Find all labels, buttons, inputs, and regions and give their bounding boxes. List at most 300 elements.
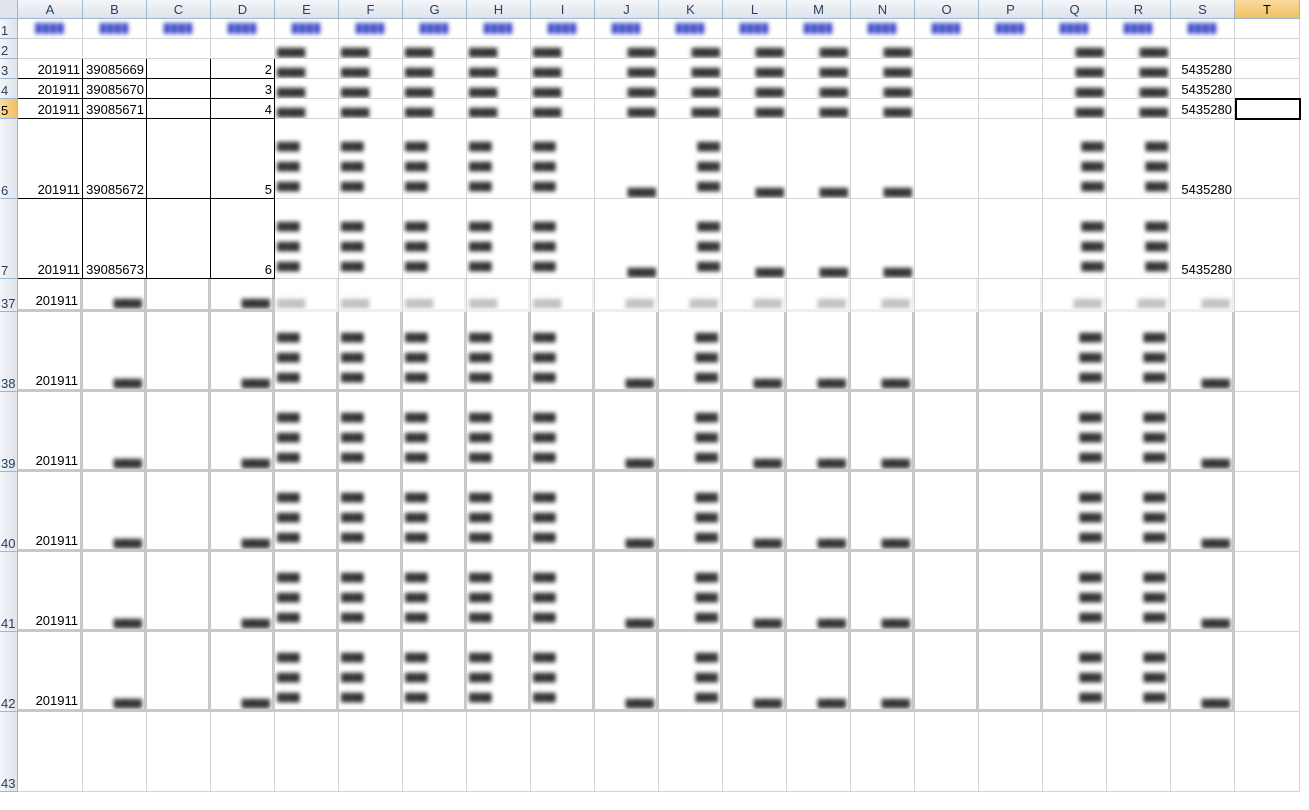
column-header-p[interactable]: P bbox=[979, 0, 1043, 19]
cell-B39[interactable] bbox=[83, 392, 147, 472]
row-header-1[interactable]: 1 bbox=[0, 19, 18, 39]
cell-F40[interactable] bbox=[339, 472, 403, 552]
cell-M1[interactable] bbox=[787, 19, 851, 39]
cell-E39[interactable] bbox=[275, 392, 339, 472]
cell-M43[interactable] bbox=[787, 712, 851, 792]
cell-B37[interactable] bbox=[83, 279, 147, 312]
cell-G41[interactable] bbox=[403, 552, 467, 632]
cell-G38[interactable] bbox=[403, 312, 467, 392]
cell-S2[interactable] bbox=[1171, 39, 1235, 59]
cell-F4[interactable] bbox=[339, 79, 403, 99]
cell-D40[interactable] bbox=[211, 472, 275, 552]
cell-B1[interactable] bbox=[83, 19, 147, 39]
cell-C6[interactable] bbox=[147, 119, 211, 199]
cell-K43[interactable] bbox=[659, 712, 723, 792]
column-header-m[interactable]: M bbox=[787, 0, 851, 19]
cell-O4[interactable] bbox=[915, 79, 979, 99]
cell-N4[interactable] bbox=[851, 79, 915, 99]
cell-D38[interactable] bbox=[211, 312, 275, 392]
cell-K7[interactable] bbox=[659, 199, 723, 279]
cell-T38[interactable] bbox=[1235, 312, 1300, 392]
row-header-2[interactable]: 2 bbox=[0, 39, 18, 59]
cell-N41[interactable] bbox=[851, 552, 915, 632]
cell-R42[interactable] bbox=[1107, 632, 1171, 712]
cell-P3[interactable] bbox=[979, 59, 1043, 79]
cell-B6[interactable]: 39085672 bbox=[83, 119, 147, 199]
column-header-r[interactable]: R bbox=[1107, 0, 1171, 19]
column-header-o[interactable]: O bbox=[915, 0, 979, 19]
cell-P5[interactable] bbox=[979, 99, 1043, 119]
cell-O43[interactable] bbox=[915, 712, 979, 792]
cell-K5[interactable] bbox=[659, 99, 723, 119]
cell-F1[interactable] bbox=[339, 19, 403, 39]
cell-P39[interactable] bbox=[979, 392, 1043, 472]
cell-G2[interactable] bbox=[403, 39, 467, 59]
cell-M38[interactable] bbox=[787, 312, 851, 392]
row-header-3[interactable]: 3 bbox=[0, 59, 18, 79]
cell-N42[interactable] bbox=[851, 632, 915, 712]
cell-S40[interactable] bbox=[1171, 472, 1235, 552]
row-header-40[interactable]: 40 bbox=[0, 472, 18, 552]
cell-B41[interactable] bbox=[83, 552, 147, 632]
cell-B3[interactable]: 39085669 bbox=[83, 59, 147, 79]
cell-D3[interactable]: 2 bbox=[211, 59, 275, 79]
cell-D4[interactable]: 3 bbox=[211, 79, 275, 99]
cell-P42[interactable] bbox=[979, 632, 1043, 712]
cell-D42[interactable] bbox=[211, 632, 275, 712]
cell-S3[interactable]: 5435280 bbox=[1171, 59, 1235, 79]
cell-P43[interactable] bbox=[979, 712, 1043, 792]
cell-M5[interactable] bbox=[787, 99, 851, 119]
cell-A3[interactable]: 201911 bbox=[18, 59, 83, 79]
cell-J41[interactable] bbox=[595, 552, 659, 632]
cell-I5[interactable] bbox=[531, 99, 595, 119]
cell-Q41[interactable] bbox=[1043, 552, 1107, 632]
cell-R43[interactable] bbox=[1107, 712, 1171, 792]
cell-L39[interactable] bbox=[723, 392, 787, 472]
cell-K40[interactable] bbox=[659, 472, 723, 552]
cell-H38[interactable] bbox=[467, 312, 531, 392]
cell-B42[interactable] bbox=[83, 632, 147, 712]
cell-F2[interactable] bbox=[339, 39, 403, 59]
cell-H3[interactable] bbox=[467, 59, 531, 79]
cell-N1[interactable] bbox=[851, 19, 915, 39]
cell-M40[interactable] bbox=[787, 472, 851, 552]
cell-B43[interactable] bbox=[83, 712, 147, 792]
cell-C3[interactable] bbox=[147, 59, 211, 79]
cell-E5[interactable] bbox=[275, 99, 339, 119]
cell-H2[interactable] bbox=[467, 39, 531, 59]
cell-F42[interactable] bbox=[339, 632, 403, 712]
cell-F7[interactable] bbox=[339, 199, 403, 279]
cell-D5[interactable]: 4 bbox=[211, 99, 275, 119]
cell-K3[interactable] bbox=[659, 59, 723, 79]
cell-O42[interactable] bbox=[915, 632, 979, 712]
column-header-e[interactable]: E bbox=[275, 0, 339, 19]
column-header-j[interactable]: J bbox=[595, 0, 659, 19]
cell-Q39[interactable] bbox=[1043, 392, 1107, 472]
cell-E38[interactable] bbox=[275, 312, 339, 392]
cell-K41[interactable] bbox=[659, 552, 723, 632]
cell-S38[interactable] bbox=[1171, 312, 1235, 392]
cell-J7[interactable] bbox=[595, 199, 659, 279]
cell-L4[interactable] bbox=[723, 79, 787, 99]
cell-B4[interactable]: 39085670 bbox=[83, 79, 147, 99]
row-header-38[interactable]: 38 bbox=[0, 312, 18, 392]
cell-R2[interactable] bbox=[1107, 39, 1171, 59]
cell-A38[interactable]: 201911 bbox=[18, 312, 83, 392]
cell-E43[interactable] bbox=[275, 712, 339, 792]
cell-J4[interactable] bbox=[595, 79, 659, 99]
column-header-l[interactable]: L bbox=[723, 0, 787, 19]
cell-I1[interactable] bbox=[531, 19, 595, 39]
cell-E42[interactable] bbox=[275, 632, 339, 712]
cell-J42[interactable] bbox=[595, 632, 659, 712]
cell-S4[interactable]: 5435280 bbox=[1171, 79, 1235, 99]
cell-Q3[interactable] bbox=[1043, 59, 1107, 79]
cell-Q5[interactable] bbox=[1043, 99, 1107, 119]
cell-J5[interactable] bbox=[595, 99, 659, 119]
cell-N3[interactable] bbox=[851, 59, 915, 79]
cell-I42[interactable] bbox=[531, 632, 595, 712]
row-header-43[interactable]: 43 bbox=[0, 712, 18, 792]
cell-K38[interactable] bbox=[659, 312, 723, 392]
cell-G42[interactable] bbox=[403, 632, 467, 712]
cell-O5[interactable] bbox=[915, 99, 979, 119]
cell-O6[interactable] bbox=[915, 119, 979, 199]
row-header-39[interactable]: 39 bbox=[0, 392, 18, 472]
cell-R3[interactable] bbox=[1107, 59, 1171, 79]
cell-K39[interactable] bbox=[659, 392, 723, 472]
cell-P6[interactable] bbox=[979, 119, 1043, 199]
cell-R38[interactable] bbox=[1107, 312, 1171, 392]
cell-S41[interactable] bbox=[1171, 552, 1235, 632]
column-header-b[interactable]: B bbox=[83, 0, 147, 19]
cell-E41[interactable] bbox=[275, 552, 339, 632]
cell-D1[interactable] bbox=[211, 19, 275, 39]
cell-Q38[interactable] bbox=[1043, 312, 1107, 392]
cell-F3[interactable] bbox=[339, 59, 403, 79]
cell-D43[interactable] bbox=[211, 712, 275, 792]
cell-E7[interactable] bbox=[275, 199, 339, 279]
row-header-41[interactable]: 41 bbox=[0, 552, 18, 632]
cell-R6[interactable] bbox=[1107, 119, 1171, 199]
cell-O41[interactable] bbox=[915, 552, 979, 632]
cell-P2[interactable] bbox=[979, 39, 1043, 59]
cell-S6[interactable]: 5435280 bbox=[1171, 119, 1235, 199]
cell-K1[interactable] bbox=[659, 19, 723, 39]
cell-B5[interactable]: 39085671 bbox=[83, 99, 147, 119]
row-header-6[interactable]: 6 bbox=[0, 119, 18, 199]
cell-L41[interactable] bbox=[723, 552, 787, 632]
column-header-d[interactable]: D bbox=[211, 0, 275, 19]
cell-B2[interactable] bbox=[83, 39, 147, 59]
cell-M7[interactable] bbox=[787, 199, 851, 279]
cell-E3[interactable] bbox=[275, 59, 339, 79]
cell-H40[interactable] bbox=[467, 472, 531, 552]
cell-R40[interactable] bbox=[1107, 472, 1171, 552]
cell-A5[interactable]: 201911 bbox=[18, 99, 83, 119]
cell-A39[interactable]: 201911 bbox=[18, 392, 83, 472]
cell-A1[interactable] bbox=[18, 19, 83, 39]
cell-J2[interactable] bbox=[595, 39, 659, 59]
cell-O7[interactable] bbox=[915, 199, 979, 279]
cell-C41[interactable] bbox=[147, 552, 211, 632]
cell-T7[interactable] bbox=[1235, 199, 1300, 279]
cell-B38[interactable] bbox=[83, 312, 147, 392]
cell-R39[interactable] bbox=[1107, 392, 1171, 472]
cell-N2[interactable] bbox=[851, 39, 915, 59]
cell-P40[interactable] bbox=[979, 472, 1043, 552]
cell-C1[interactable] bbox=[147, 19, 211, 39]
cell-I39[interactable] bbox=[531, 392, 595, 472]
column-header-f[interactable]: F bbox=[339, 0, 403, 19]
cell-T42[interactable] bbox=[1235, 632, 1300, 712]
cell-L38[interactable] bbox=[723, 312, 787, 392]
cell-P38[interactable] bbox=[979, 312, 1043, 392]
cell-M4[interactable] bbox=[787, 79, 851, 99]
cell-E40[interactable] bbox=[275, 472, 339, 552]
cell-C38[interactable] bbox=[147, 312, 211, 392]
cell-H4[interactable] bbox=[467, 79, 531, 99]
cell-A40[interactable]: 201911 bbox=[18, 472, 83, 552]
cell-H41[interactable] bbox=[467, 552, 531, 632]
cell-L7[interactable] bbox=[723, 199, 787, 279]
cell-C5[interactable] bbox=[147, 99, 211, 119]
cell-O2[interactable] bbox=[915, 39, 979, 59]
cell-H43[interactable] bbox=[467, 712, 531, 792]
cell-N38[interactable] bbox=[851, 312, 915, 392]
cell-I41[interactable] bbox=[531, 552, 595, 632]
cell-Q42[interactable] bbox=[1043, 632, 1107, 712]
cell-L1[interactable] bbox=[723, 19, 787, 39]
cell-D39[interactable] bbox=[211, 392, 275, 472]
cell-O39[interactable] bbox=[915, 392, 979, 472]
cell-P1[interactable] bbox=[979, 19, 1043, 39]
cell-A41[interactable]: 201911 bbox=[18, 552, 83, 632]
cell-I3[interactable] bbox=[531, 59, 595, 79]
cell-Q1[interactable] bbox=[1043, 19, 1107, 39]
cell-O1[interactable] bbox=[915, 19, 979, 39]
cell-O3[interactable] bbox=[915, 59, 979, 79]
cell-C7[interactable] bbox=[147, 199, 211, 279]
cell-S39[interactable] bbox=[1171, 392, 1235, 472]
cell-S42[interactable] bbox=[1171, 632, 1235, 712]
cell-I2[interactable] bbox=[531, 39, 595, 59]
column-header-h[interactable]: H bbox=[467, 0, 531, 19]
cell-C2[interactable] bbox=[147, 39, 211, 59]
cell-L40[interactable] bbox=[723, 472, 787, 552]
cell-I38[interactable] bbox=[531, 312, 595, 392]
cell-C39[interactable] bbox=[147, 392, 211, 472]
column-header-g[interactable]: G bbox=[403, 0, 467, 19]
cell-T4[interactable] bbox=[1235, 79, 1300, 99]
cell-F43[interactable] bbox=[339, 712, 403, 792]
cell-J1[interactable] bbox=[595, 19, 659, 39]
cell-N43[interactable] bbox=[851, 712, 915, 792]
cell-M42[interactable] bbox=[787, 632, 851, 712]
cell-I43[interactable] bbox=[531, 712, 595, 792]
cell-A42[interactable]: 201911 bbox=[18, 632, 83, 712]
row-header-7[interactable]: 7 bbox=[0, 199, 18, 279]
cell-D41[interactable] bbox=[211, 552, 275, 632]
cell-N40[interactable] bbox=[851, 472, 915, 552]
cell-T2[interactable] bbox=[1235, 39, 1300, 59]
cell-R5[interactable] bbox=[1107, 99, 1171, 119]
cell-N39[interactable] bbox=[851, 392, 915, 472]
column-header-q[interactable]: Q bbox=[1043, 0, 1107, 19]
cell-R4[interactable] bbox=[1107, 79, 1171, 99]
cell-D7[interactable]: 6 bbox=[211, 199, 275, 279]
cell-E2[interactable] bbox=[275, 39, 339, 59]
cell-A43[interactable] bbox=[18, 712, 83, 792]
cell-A2[interactable] bbox=[18, 39, 83, 59]
cell-E1[interactable] bbox=[275, 19, 339, 39]
column-header-s[interactable]: S bbox=[1171, 0, 1235, 19]
cell-M41[interactable] bbox=[787, 552, 851, 632]
cell-I7[interactable] bbox=[531, 199, 595, 279]
cell-G7[interactable] bbox=[403, 199, 467, 279]
cell-I40[interactable] bbox=[531, 472, 595, 552]
cell-M6[interactable] bbox=[787, 119, 851, 199]
cell-C4[interactable] bbox=[147, 79, 211, 99]
cell-J6[interactable] bbox=[595, 119, 659, 199]
cell-Q6[interactable] bbox=[1043, 119, 1107, 199]
cell-G40[interactable] bbox=[403, 472, 467, 552]
cell-E4[interactable] bbox=[275, 79, 339, 99]
cell-M3[interactable] bbox=[787, 59, 851, 79]
cell-J43[interactable] bbox=[595, 712, 659, 792]
cell-C43[interactable] bbox=[147, 712, 211, 792]
column-header-a[interactable]: A bbox=[18, 0, 83, 19]
cell-O40[interactable] bbox=[915, 472, 979, 552]
cell-T6[interactable] bbox=[1235, 119, 1300, 199]
cell-N7[interactable] bbox=[851, 199, 915, 279]
cell-F38[interactable] bbox=[339, 312, 403, 392]
cell-S5[interactable]: 5435280 bbox=[1171, 99, 1235, 119]
cell-C40[interactable] bbox=[147, 472, 211, 552]
cell-S1[interactable] bbox=[1171, 19, 1235, 39]
select-all-corner[interactable] bbox=[0, 0, 18, 19]
cell-F5[interactable] bbox=[339, 99, 403, 119]
cell-G4[interactable] bbox=[403, 79, 467, 99]
cell-N5[interactable] bbox=[851, 99, 915, 119]
row-header-4[interactable]: 4 bbox=[0, 79, 18, 99]
cell-E6[interactable] bbox=[275, 119, 339, 199]
cell-I6[interactable] bbox=[531, 119, 595, 199]
cell-O38[interactable] bbox=[915, 312, 979, 392]
cell-H5[interactable] bbox=[467, 99, 531, 119]
cell-T41[interactable] bbox=[1235, 552, 1300, 632]
cell-N6[interactable] bbox=[851, 119, 915, 199]
cell-Q40[interactable] bbox=[1043, 472, 1107, 552]
row-header-5[interactable]: 5 bbox=[0, 99, 18, 119]
cell-C42[interactable] bbox=[147, 632, 211, 712]
column-header-n[interactable]: N bbox=[851, 0, 915, 19]
cell-B7[interactable]: 39085673 bbox=[83, 199, 147, 279]
cell-G6[interactable] bbox=[403, 119, 467, 199]
column-header-i[interactable]: I bbox=[531, 0, 595, 19]
column-header-t[interactable]: T bbox=[1235, 0, 1300, 19]
cell-L43[interactable] bbox=[723, 712, 787, 792]
cell-A6[interactable]: 201911 bbox=[18, 119, 83, 199]
cell-T1[interactable] bbox=[1235, 19, 1300, 39]
cell-G5[interactable] bbox=[403, 99, 467, 119]
cell-K2[interactable] bbox=[659, 39, 723, 59]
cell-L42[interactable] bbox=[723, 632, 787, 712]
cell-K42[interactable] bbox=[659, 632, 723, 712]
cell-G43[interactable] bbox=[403, 712, 467, 792]
column-header-k[interactable]: K bbox=[659, 0, 723, 19]
cell-K6[interactable] bbox=[659, 119, 723, 199]
cell-P41[interactable] bbox=[979, 552, 1043, 632]
cell-H7[interactable] bbox=[467, 199, 531, 279]
cell-R1[interactable] bbox=[1107, 19, 1171, 39]
cell-R7[interactable] bbox=[1107, 199, 1171, 279]
cell-S43[interactable] bbox=[1171, 712, 1235, 792]
cell-F6[interactable] bbox=[339, 119, 403, 199]
cell-B40[interactable] bbox=[83, 472, 147, 552]
cell-G3[interactable] bbox=[403, 59, 467, 79]
cell-J39[interactable] bbox=[595, 392, 659, 472]
cell-A4[interactable]: 201911 bbox=[18, 79, 83, 99]
cell-D6[interactable]: 5 bbox=[211, 119, 275, 199]
cell-L5[interactable] bbox=[723, 99, 787, 119]
cell-D37[interactable] bbox=[211, 279, 275, 312]
cell-G39[interactable] bbox=[403, 392, 467, 472]
cell-Q43[interactable] bbox=[1043, 712, 1107, 792]
row-header-42[interactable]: 42 bbox=[0, 632, 18, 712]
cell-K4[interactable] bbox=[659, 79, 723, 99]
cell-I4[interactable] bbox=[531, 79, 595, 99]
cell-J40[interactable] bbox=[595, 472, 659, 552]
cell-Q2[interactable] bbox=[1043, 39, 1107, 59]
cell-F39[interactable] bbox=[339, 392, 403, 472]
cell-P4[interactable] bbox=[979, 79, 1043, 99]
cell-H42[interactable] bbox=[467, 632, 531, 712]
cell-H1[interactable] bbox=[467, 19, 531, 39]
cell-F41[interactable] bbox=[339, 552, 403, 632]
cell-L6[interactable] bbox=[723, 119, 787, 199]
cell-S7[interactable]: 5435280 bbox=[1171, 199, 1235, 279]
cell-T37[interactable] bbox=[1235, 279, 1300, 312]
cell-G1[interactable] bbox=[403, 19, 467, 39]
cell-H39[interactable] bbox=[467, 392, 531, 472]
cell-P7[interactable] bbox=[979, 199, 1043, 279]
cell-J38[interactable] bbox=[595, 312, 659, 392]
cell-A37[interactable]: 201911 bbox=[18, 279, 83, 312]
cell-L3[interactable] bbox=[723, 59, 787, 79]
row-header-37[interactable]: 37 bbox=[0, 279, 18, 312]
cell-T43[interactable] bbox=[1235, 712, 1300, 792]
cell-T40[interactable] bbox=[1235, 472, 1300, 552]
cell-H6[interactable] bbox=[467, 119, 531, 199]
cell-J3[interactable] bbox=[595, 59, 659, 79]
cell-C37[interactable] bbox=[147, 279, 211, 312]
cell-R41[interactable] bbox=[1107, 552, 1171, 632]
cell-T39[interactable] bbox=[1235, 392, 1300, 472]
column-header-c[interactable]: C bbox=[147, 0, 211, 19]
cell-Q7[interactable] bbox=[1043, 199, 1107, 279]
cell-A7[interactable]: 201911 bbox=[18, 199, 83, 279]
cell-L2[interactable] bbox=[723, 39, 787, 59]
cell-Q4[interactable] bbox=[1043, 79, 1107, 99]
cell-M2[interactable] bbox=[787, 39, 851, 59]
cell-D2[interactable] bbox=[211, 39, 275, 59]
active-cell-T5[interactable] bbox=[1235, 98, 1301, 120]
cell-T3[interactable] bbox=[1235, 59, 1300, 79]
cell-M39[interactable] bbox=[787, 392, 851, 472]
